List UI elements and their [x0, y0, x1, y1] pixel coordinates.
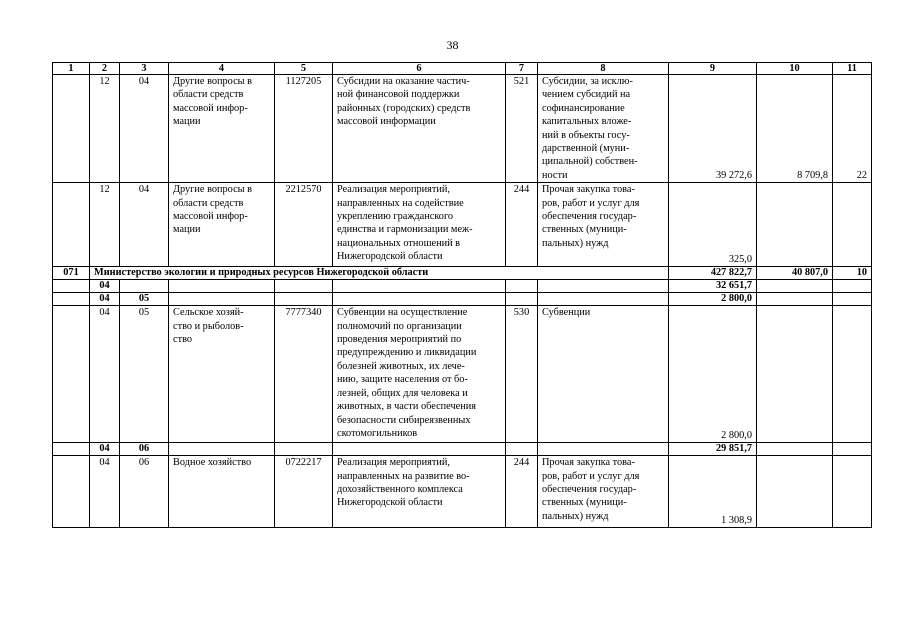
amount-col11: 22 [833, 75, 872, 183]
header-cell: 2 [90, 63, 120, 75]
amount-col11 [833, 306, 872, 443]
amount-col9: 1 308,9 [669, 456, 757, 528]
target-name: Субвенции на осуществление полномочий по организации проведения мероприятий по предупреждению и ликвидации болезней животных, их лече- нию, защите населения от бо- лезней, общих для человека и животных, в части обеспечения безопасности сибиреязвенных скотомогильников [333, 306, 506, 443]
subsection-code: 04 [120, 183, 169, 267]
table-row [53, 456, 872, 528]
amount-col10 [757, 183, 833, 267]
subsection-code [120, 280, 169, 293]
section-code: 04 [90, 293, 120, 306]
header-cell: 9 [669, 63, 757, 75]
target-name: Реализация мероприятий, направленных на развитие во- дохозяйственного комплекса Нижегородской области [333, 456, 506, 528]
amount-col9: 2 800,0 [669, 306, 757, 443]
expense-type-name: Субвенции [538, 306, 669, 443]
section-name: Сельское хозяй- ство и рыболов- ство [169, 306, 275, 443]
expense-type-code: 521 [506, 75, 538, 183]
subsection-code: 05 [120, 293, 169, 306]
table-row [53, 183, 872, 267]
target-code: 7777340 [275, 306, 333, 443]
header-cell: 8 [538, 63, 669, 75]
header-cell: 5 [275, 63, 333, 75]
table-row [53, 306, 872, 443]
amount-col11: 10 [833, 267, 872, 280]
section-code: 04 [90, 306, 120, 443]
target-code: 1127205 [275, 75, 333, 183]
amount-col10 [757, 306, 833, 443]
header-cell: 7 [506, 63, 538, 75]
expense-type-name: Прочая закупка това- ров, работ и услуг для обеспечения государ- ственных (муници- пальных) нужд [538, 183, 669, 267]
expense-type-name: Субсидии, за исклю- чением субсидий на софинансирование капитальных вложе- ний в объекты госу- дарственной (муни- ципальной) собствен- ности [538, 75, 669, 183]
target-code: 0722217 [275, 456, 333, 528]
page-number: 38 [446, 38, 459, 52]
subsection-code: 05 [120, 306, 169, 443]
amount-col11 [833, 456, 872, 528]
ministry-code: 071 [53, 267, 90, 280]
target-code: 2212570 [275, 183, 333, 267]
section-code: 12 [90, 183, 120, 267]
subsection-code: 06 [120, 443, 169, 456]
header-cell: 11 [833, 63, 872, 75]
section-code: 04 [90, 443, 120, 456]
header-cell: 6 [333, 63, 506, 75]
section-name: Другие вопросы в области средств массовой инфор- мации [169, 183, 275, 267]
amount-col10 [757, 456, 833, 528]
header-cell: 10 [757, 63, 833, 75]
amount-col11 [833, 183, 872, 267]
expense-type-code: 530 [506, 306, 538, 443]
ministry-row [53, 267, 872, 280]
section-code: 12 [90, 75, 120, 183]
amount-col9: 2 800,0 [669, 293, 757, 306]
amount-col10: 8 709,8 [757, 75, 833, 183]
section-code: 04 [90, 280, 120, 293]
subtotal-row [53, 280, 872, 293]
target-name: Субсидии на оказание частич- ной финансовой поддержки районных (городских) средств массовой информации [333, 75, 506, 183]
table-row [53, 75, 872, 183]
budget-table [52, 62, 872, 528]
expense-type-code: 244 [506, 183, 538, 267]
subsection-code: 04 [120, 75, 169, 183]
target-name: Реализация мероприятий, направленных на содействие укреплению гражданского единства и гармонизации меж- национальных отношений в Нижегородской области [333, 183, 506, 267]
header-cell: 3 [120, 63, 169, 75]
subtotal-row [53, 443, 872, 456]
header-row [53, 63, 872, 75]
amount-col10: 40 807,0 [757, 267, 833, 280]
section-name: Другие вопросы в области средств массовой инфор- мации [169, 75, 275, 183]
subsection-code: 06 [120, 456, 169, 528]
header-cell: 1 [53, 63, 90, 75]
header-cell: 4 [169, 63, 275, 75]
amount-col9: 32 651,7 [669, 280, 757, 293]
amount-col9: 325,0 [669, 183, 757, 267]
amount-col9: 427 822,7 [669, 267, 757, 280]
expense-type-name: Прочая закупка това- ров, работ и услуг для обеспечения государ- ственных (муници- пальных) нужд [538, 456, 669, 528]
section-name: Водное хозяйство [169, 456, 275, 528]
subtotal-row [53, 293, 872, 306]
amount-col9: 39 272,6 [669, 75, 757, 183]
amount-col9: 29 851,7 [669, 443, 757, 456]
section-code: 04 [90, 456, 120, 528]
expense-type-code: 244 [506, 456, 538, 528]
ministry-name: Министерство экологии и природных ресурсов Нижегородской области [90, 267, 669, 280]
